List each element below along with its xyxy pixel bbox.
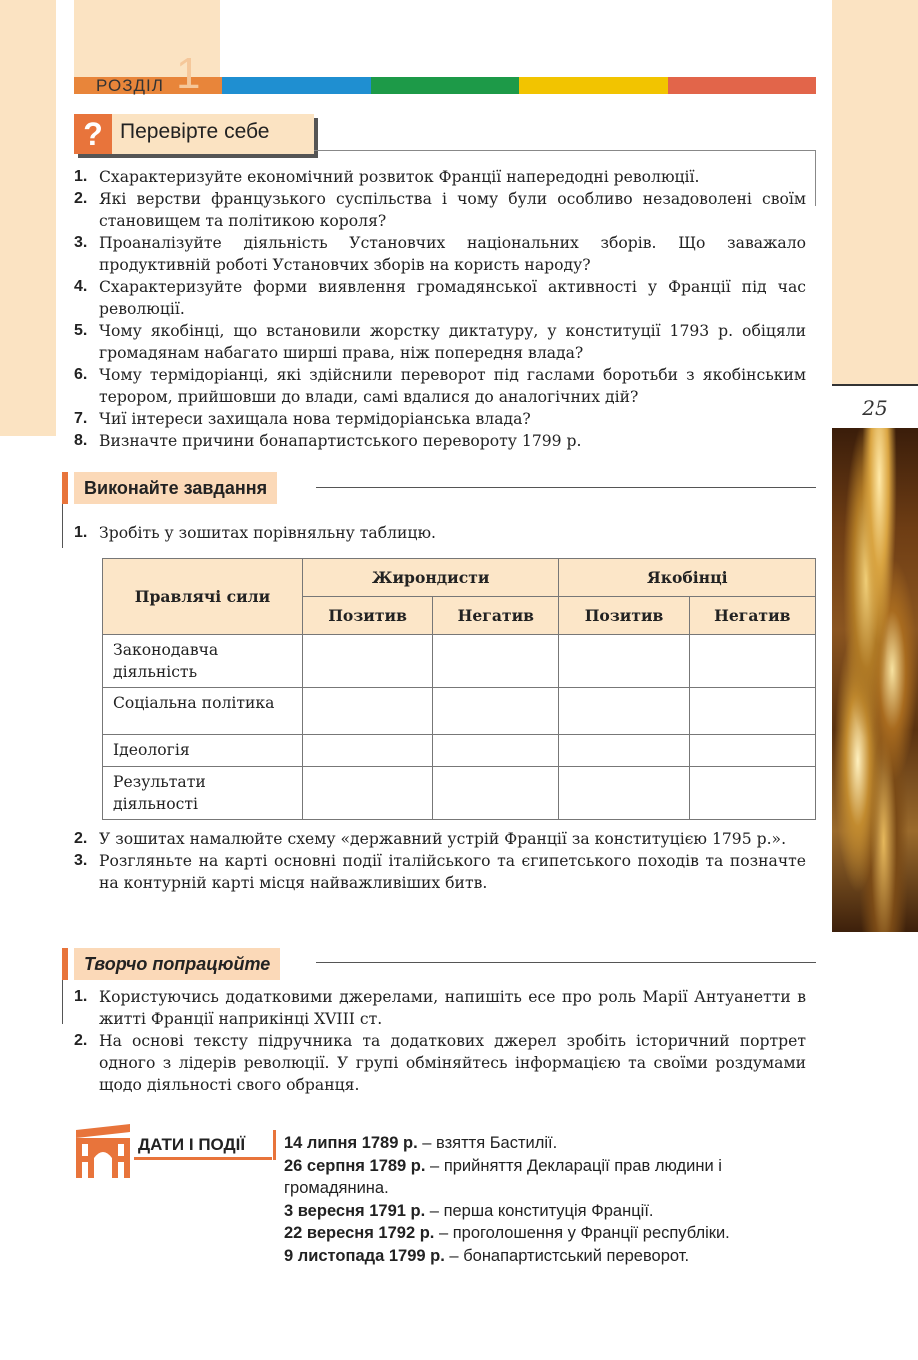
divider-line xyxy=(314,150,816,151)
check-yourself-heading xyxy=(74,114,314,154)
section-number: 1 xyxy=(176,49,201,98)
table-row xyxy=(103,735,816,767)
creative-title: Творчо попрацюйте xyxy=(74,948,280,980)
table-cell xyxy=(559,767,689,820)
list-item: 4. Схарактеризуйте форми виявлення громадянської активності у Франції під час революції. xyxy=(74,278,806,318)
list-item: 2. У зошитах намалюйте схему «державний устрій Франції за конституцією 1795 р.». xyxy=(74,830,787,848)
comparison-table xyxy=(102,558,816,820)
table-cell xyxy=(433,688,559,735)
divider-line xyxy=(316,962,816,963)
table-row xyxy=(103,767,816,820)
divider-line xyxy=(316,487,816,488)
list-item: 1. Користуючись додатковими джерелами, напишіть есе про роль Марії Антуанетти в житті Франції наприкінці XVIII ст. xyxy=(74,988,806,1028)
table-cell xyxy=(559,688,689,735)
divider-line xyxy=(62,980,63,1024)
table-row xyxy=(103,635,816,688)
creative-list xyxy=(74,986,806,1096)
table-cell xyxy=(303,688,433,735)
table-cell xyxy=(559,635,689,688)
table-cell xyxy=(303,635,433,688)
list-item: 14 липня 1789 р. – взяття Бастилії. xyxy=(284,1134,558,1152)
do-tasks-list-2 xyxy=(74,828,806,894)
table-header-girondins: Жирондисти xyxy=(303,559,559,597)
table-cell xyxy=(433,635,559,688)
tab-accent-bar xyxy=(62,472,68,504)
dates-events-list xyxy=(284,1132,814,1267)
check-yourself-list xyxy=(74,166,806,452)
table-row-label: Законодавча діяльність xyxy=(103,635,303,688)
table-cell xyxy=(689,767,815,820)
color-bar-segment-blue xyxy=(222,77,370,94)
tab-accent-bar xyxy=(62,948,68,980)
table-header-main: Правлячі сили xyxy=(103,559,303,635)
divider-line xyxy=(62,504,63,548)
list-item: 3. Розгляньте на карті основні події італійського та єгипетського походів та позначте на контурній карті місця найважливіших битв. xyxy=(74,852,806,892)
table-row xyxy=(103,688,816,735)
check-yourself-title: Перевірте себе xyxy=(120,120,270,143)
table-cell xyxy=(433,735,559,767)
table-header-positive: Позитив xyxy=(559,597,689,635)
table-cell xyxy=(689,688,815,735)
list-item: 2. На основі тексту підручника та додаткових джерел зробіть історичний портрет одного з лідерів революції. У групі обміняйтесь інформацією та своїми роздумами щодо діяльності свого обранця. xyxy=(74,1032,806,1094)
list-item: 6. Чому термідоріанці, які здійснили переворот під гаслами боротьби з якобінським терором, прийшовши до влади, самі вдалися до аналогічних дій? xyxy=(74,366,806,406)
table-header-jacobins: Якобінці xyxy=(559,559,816,597)
list-item: 5. Чому якобінці, що встановили жорстку диктатуру, у конституції 1793 р. обіцяли громадянам набагато ширші права, ніж попередня влада? xyxy=(74,322,806,362)
table-cell xyxy=(303,735,433,767)
list-item: 1. Схарактеризуйте економічний розвиток Франції напередодні революції. xyxy=(74,168,700,186)
table-header-negative: Негатив xyxy=(689,597,815,635)
table-cell xyxy=(303,767,433,820)
right-margin-strip xyxy=(832,0,918,386)
table-cell xyxy=(433,767,559,820)
list-item: 2. Які верстви французького суспільства і чому були особливо незадоволені своїм становищем та політикою короля? xyxy=(74,190,806,230)
list-item: 3 вересня 1791 р. – перша конституція Франції. xyxy=(284,1201,654,1220)
page-number: 25 xyxy=(832,384,918,428)
arch-icon xyxy=(72,1122,136,1178)
left-margin-strip xyxy=(0,0,56,436)
decorative-palace-photo xyxy=(832,428,918,932)
question-mark-icon: ? xyxy=(74,114,112,154)
color-bar-segment-green xyxy=(371,77,519,94)
color-bar-segment-red xyxy=(668,77,816,94)
list-item: 7. Чиї інтереси захищала нова термідоріанська влада? xyxy=(74,410,531,428)
color-bar-segment-yellow xyxy=(519,77,667,94)
table-header-negative: Негатив xyxy=(433,597,559,635)
table-row-label: Ідеологія xyxy=(103,735,303,767)
list-item: 1. Зробіть у зошитах порівняльну таблицю. xyxy=(74,524,436,542)
table-cell xyxy=(559,735,689,767)
section-label: РОЗДІЛ xyxy=(96,76,164,95)
list-item: 8. Визначте причини бонапартистського перевороту 1799 р. xyxy=(74,432,582,450)
table-row-label: Результати діяльності xyxy=(103,767,303,820)
do-tasks-title: Виконайте завдання xyxy=(74,472,277,504)
do-tasks-list-1 xyxy=(74,522,806,544)
list-item: 3. Проаналізуйте діяльність Установчих національних зборів. Що заважало продуктивній роботі Установчих зборів на користь народу? xyxy=(74,234,806,274)
list-item: 26 серпня 1789 р. – прийняття Декларації прав людини і громадянина. xyxy=(284,1156,722,1197)
table-row-label: Соціальна політика xyxy=(103,688,303,735)
table-cell xyxy=(689,635,815,688)
table-cell xyxy=(689,735,815,767)
table-header-positive: Позитив xyxy=(303,597,433,635)
list-item: 9 листопада 1799 р. – бонапартистський переворот. xyxy=(284,1246,690,1265)
dates-events-label: ДАТИ І ПОДІЇ xyxy=(134,1130,272,1160)
divider-line xyxy=(815,150,816,206)
list-item: 22 вересня 1792 р. – проголошення у Франції республіки. xyxy=(284,1224,730,1242)
